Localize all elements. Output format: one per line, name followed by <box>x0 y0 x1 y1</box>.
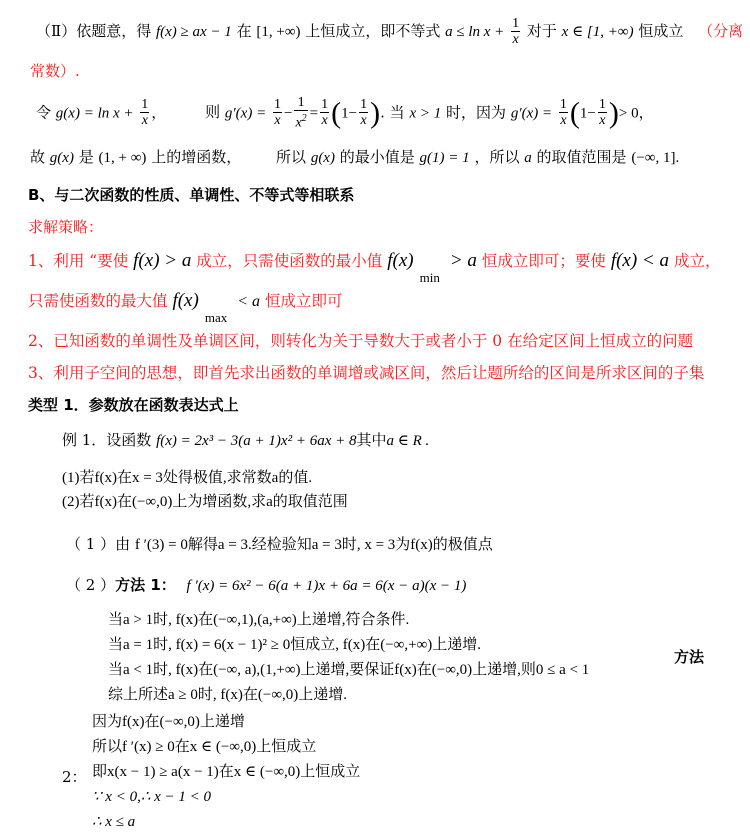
numerator: 1 <box>321 97 329 113</box>
math: − <box>283 105 293 122</box>
case-a-lt-1: 当a < 1时, f(x)在(−∞, a),(1,+∞)上递增,要保证f(x)在(−∞,0)上递增,则0 ≤ a < 1 <box>108 662 590 678</box>
math: g(x) <box>49 150 74 166</box>
math: f(x) <box>387 250 414 271</box>
math: (1, + ∞) <box>98 150 147 166</box>
text: 故 <box>30 148 46 166</box>
numerator: 1 <box>559 97 567 113</box>
denominator: x <box>512 32 519 47</box>
math: > a <box>449 250 477 271</box>
numerator: 1 <box>141 97 149 113</box>
type-1-heading: 类型 1．参数放在函数表达式上 <box>28 396 239 414</box>
strategy-item-3: 3、利用子空间的思想，即首先求出函数的单调增或减区间，然后让题所给的区间是所求区间的子集 <box>28 364 705 382</box>
math: f(x) > a <box>133 250 192 271</box>
math: f ′(x) = 6x² − 6(a + 1)x + 6a = 6(x − a)(x − 1) <box>186 578 467 594</box>
subscript: min <box>419 270 440 285</box>
g-definition-line: 令 g(x) = ln x + $\frac{1}{x}$ ， 则 g′(x) = $\frac{1}{x}$ − $\frac{1}{x^2}$ = $\frac{1}{x}$ (1− $\frac{1}{x}$ ). 当 x > 1 时，因为 g′(x) = $\frac{1}{x}$ (1− $\frac{1}{x}$ )> 0， <box>36 95 654 131</box>
text: 在 <box>236 22 252 40</box>
subscript: max <box>204 310 228 325</box>
math: (−∞, 1]. <box>631 150 680 166</box>
text: 是 <box>78 148 94 166</box>
math: < a <box>237 293 261 310</box>
numerator: 1 <box>273 97 281 113</box>
text: 上的增函数， <box>151 148 242 166</box>
text: 其中 <box>356 431 387 449</box>
fraction <box>140 97 149 129</box>
math: a <box>524 150 532 166</box>
math: a ∈ R . <box>386 433 430 449</box>
math: > 0 <box>618 105 639 122</box>
text: 恒成立 <box>638 22 684 40</box>
strategy-label: 求解策略： <box>28 218 104 236</box>
method-2-line-2: 所以f ′(x) ≥ 0在x ∈ (−∞,0)上恒成立 <box>92 739 317 755</box>
text: ， <box>151 103 167 122</box>
summary-line: 综上所述a ≥ 0时, f(x)在(−∞,0)上递增. <box>108 687 348 703</box>
text: 恒成立即可 <box>264 292 343 310</box>
method-2-line-1: 因为f(x)在(−∞,0)上递增 <box>92 714 245 730</box>
denominator: x <box>599 113 606 129</box>
text: 的最小值是 <box>339 148 415 166</box>
math: g′(x) = <box>510 105 553 122</box>
strategy-item-2: 2、已知函数的单调性及单调区间，则转化为关于导数大于或者小于 0 在给定区间上恒成立的问题 <box>28 332 694 350</box>
note-continuation: 常数）. <box>30 62 80 80</box>
math: f(x) < a <box>610 250 669 271</box>
text: （Ⅱ）依题意，得 <box>36 22 152 40</box>
math: a ≤ ln x + <box>445 24 505 40</box>
math: g(1) = 1 <box>419 150 470 166</box>
text: 所以 <box>276 148 307 166</box>
numerator: 1 <box>512 16 520 31</box>
strategy-item-1 <box>28 250 721 285</box>
math: f(x) <box>172 290 199 311</box>
math: x ∈ [1, +∞) <box>561 24 634 40</box>
math: f ′(3) = 0解得a = 3.经检验知a = 3时, x = 3为f(x)的极值点 <box>134 537 493 553</box>
conclusion-line <box>30 148 679 167</box>
case-a-gt-1: 当a > 1时, f(x)在(−∞,1),(a,+∞)上递增,符合条件. <box>108 612 410 628</box>
section-b-heading: B、与二次函数的性质、单调性、不等式等相联系 <box>28 186 355 204</box>
text: 时，因为 <box>446 103 507 122</box>
fraction <box>359 97 368 129</box>
denominator: x <box>141 113 148 129</box>
text: 则 <box>205 103 221 122</box>
numerator: 1 <box>294 95 307 111</box>
answer-2-method-1 <box>66 576 466 595</box>
math: 1− <box>341 105 358 122</box>
numerator: 1 <box>598 97 606 113</box>
denominator: x <box>560 113 567 129</box>
note-text: （分离 <box>698 22 744 40</box>
example-1-statement <box>62 431 429 450</box>
text: 1、利用 “要使 <box>28 252 129 270</box>
case-a-eq-1: 当a = 1时, f(x) = 6(x − 1)² ≥ 0恒成立, f(x)在(−∞,+∞)上递增. <box>108 637 482 653</box>
math: f(x) = 2x³ − 3(a + 1)x² + 6ax + 8 <box>156 433 357 449</box>
text: 成立，只需使函数的最小值 <box>196 252 383 270</box>
fraction <box>598 97 607 129</box>
text: 上恒成立，即不等式 <box>305 22 441 40</box>
fraction <box>511 16 520 48</box>
method-2-line-3: 即x(x − 1) ≥ a(x − 1)在x ∈ (−∞,0)上恒成立 <box>92 764 361 780</box>
text: ，所以 <box>474 148 520 166</box>
text: . <box>380 103 385 122</box>
math: g(x) = ln x + <box>55 105 134 122</box>
text: 只需使函数的最大值 <box>28 292 168 310</box>
den-x: x <box>295 115 302 131</box>
denominator: $x^2$ <box>295 113 307 131</box>
answer-1 <box>66 535 493 554</box>
text: 当 <box>389 103 405 122</box>
numerator: 1 <box>360 97 368 113</box>
strategy-item-1-cont <box>28 290 343 325</box>
math: 1− <box>579 105 596 122</box>
fraction <box>273 97 282 129</box>
text: （ 1 ）由 <box>66 535 131 553</box>
math: g′(x) = <box>224 105 267 122</box>
question-2: (2)若f(x)在(−∞,0)上为增函数,求a的取值范围 <box>62 494 348 510</box>
math: = <box>309 105 319 122</box>
part-ii-line <box>36 16 743 48</box>
fraction <box>320 97 329 129</box>
text: 例 1．设函数 <box>62 431 152 449</box>
math: f(x) ≥ ax − 1 <box>155 24 232 40</box>
denominator: x <box>321 113 328 129</box>
text: 恒成立即可；要使 <box>481 252 606 270</box>
text: 的取值范围是 <box>536 148 627 166</box>
text: 成立， <box>673 252 721 270</box>
text: 令 <box>36 103 52 122</box>
fraction <box>294 95 307 132</box>
math: [1, +∞) <box>256 24 301 40</box>
question-1: (1)若f(x)在x = 3处得极值,求常数a的值. <box>62 470 313 486</box>
method-2-line-5: ∴ x ≤ a <box>92 814 136 830</box>
denominator: x <box>360 113 367 129</box>
math: g(x) <box>310 150 335 166</box>
text: 对于 <box>526 22 557 40</box>
text: ， <box>638 103 654 122</box>
method-2-line-4: ∵ x < 0,∴ x − 1 < 0 <box>92 789 212 805</box>
method-2-label-part1: 方法 <box>674 648 705 666</box>
text: （ 2 ） <box>66 576 116 594</box>
denominator: x <box>274 113 281 129</box>
math: x > 1 <box>409 105 442 122</box>
fraction <box>559 97 568 129</box>
method-label: 方法 1： <box>115 576 176 594</box>
method-2-label-part2: 2： <box>62 768 87 786</box>
